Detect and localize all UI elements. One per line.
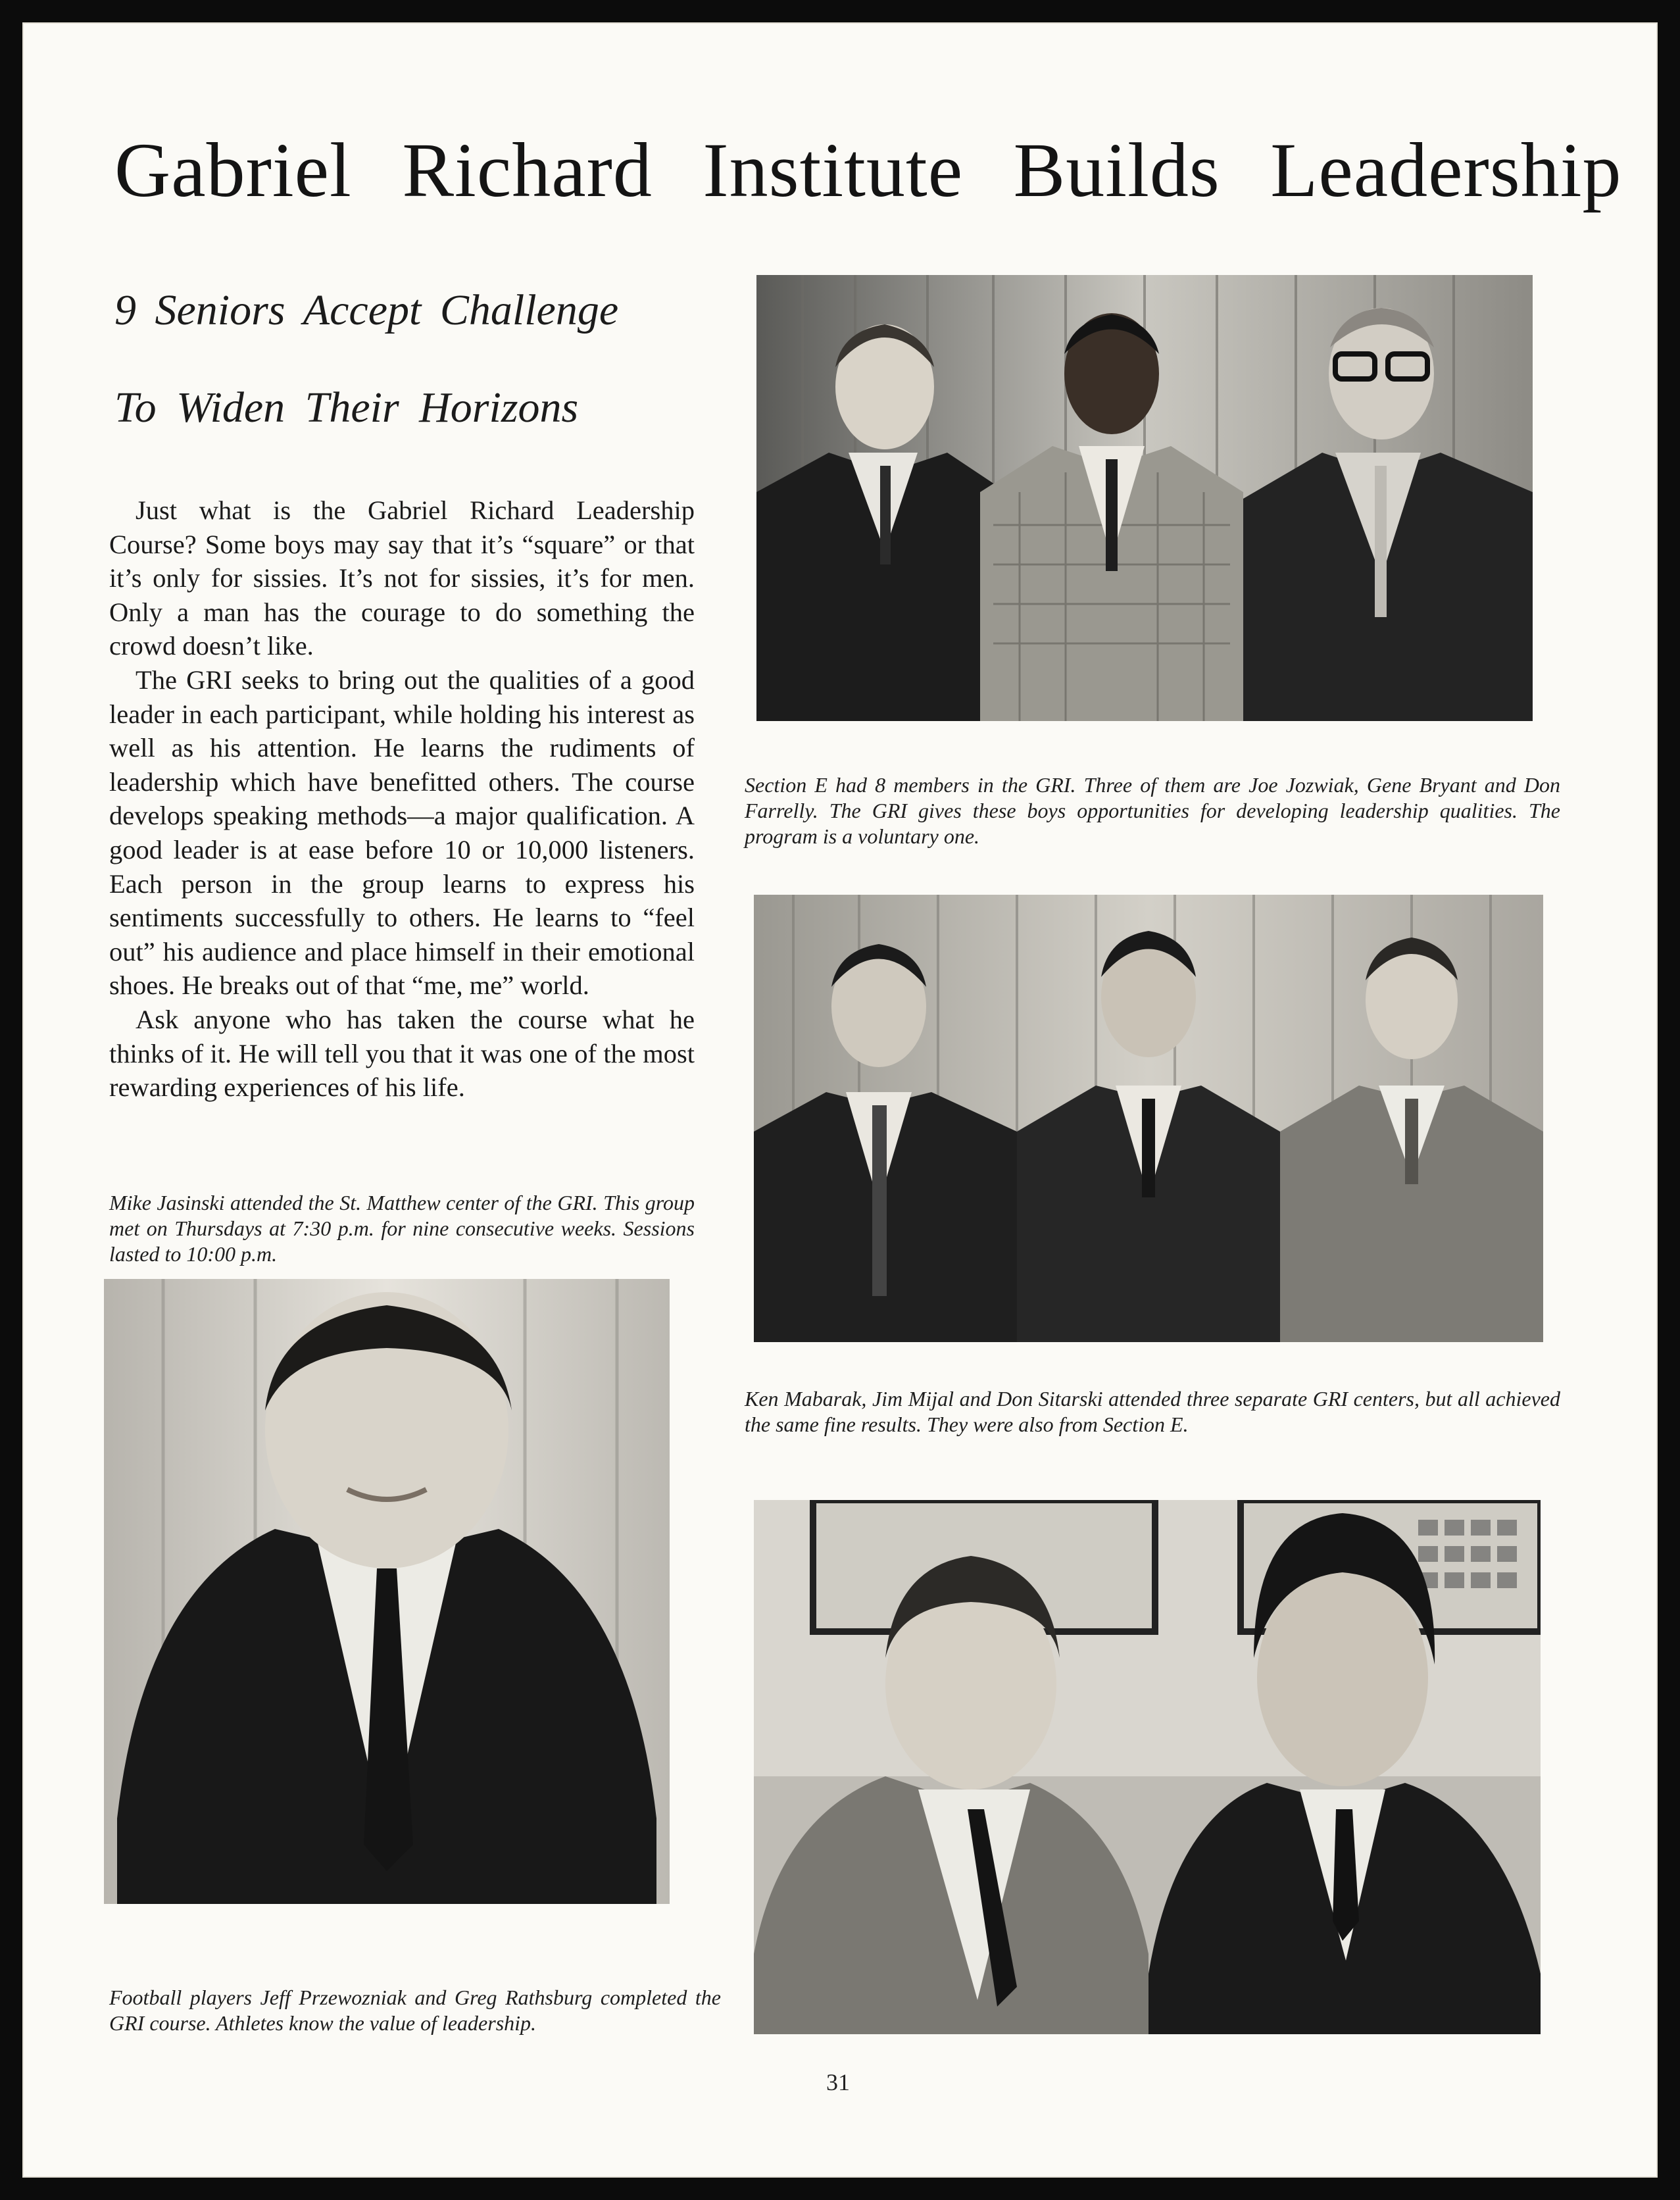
photo-football-players: [754, 1500, 1541, 2034]
page-title: Gabriel Richard Institute Builds Leadership: [114, 127, 1622, 213]
caption-football-players: Football players Jeff Przewozniak and Greg Rathsburg completed the GRI course. Athletes know the value of leadership.: [109, 1986, 721, 2035]
article-paragraph: Just what is the Gabriel Richard Leadership Course? Some boys may say that it’s “square” or that it’s only for sissies. It’s not for sissies, it’s for men. Only a man has the courage to do something the crowd doesn’t like.: [109, 495, 695, 661]
article-paragraph: Ask anyone who has taken the course what he thinks of it. He will tell you that it was one of the most rewarding experiences of his life.: [109, 1004, 695, 1103]
subtitle-line-1: 9 Seniors Accept Challenge: [114, 286, 619, 334]
caption-mike-jasinski: Mike Jasinski attended the St. Matthew center of the GRI. This group met on Thursdays at 7:30 p.m. for nine consecutive weeks. Sessions lasted to 10:00 p.m.: [109, 1191, 695, 1266]
subtitle-line-2: To Widen Their Horizons: [114, 384, 579, 432]
caption-ken-jim-don: Ken Mabarak, Jim Mijal and Don Sitarski attended three separate GRI centers, but all achieved the same fine results. They were also from Section E.: [745, 1387, 1560, 1436]
photo-ken-jim-don: [754, 895, 1543, 1342]
article-body: [109, 493, 695, 1105]
photo-mike-jasinski: [104, 1279, 670, 1904]
photo-section-e-group: [756, 275, 1533, 721]
caption-section-e: Section E had 8 members in the GRI. Three of them are Joe Jozwiak, Gene Bryant and Don Farrelly. The GRI gives these boys opportunities for developing leadership qualities. The program is a voluntary one.: [745, 773, 1560, 848]
page-number: 31: [826, 2069, 850, 2095]
yearbook-page: [22, 22, 1658, 2178]
article-paragraph: The GRI seeks to bring out the qualities of a good leader in each participant, while holding his interest as well as his attention. He learns the rudiments of leadership which have benefitted others. The course develops speaking methods—a major qualification. A good leader is at ease before 10 or 10,000 listeners. Each person in the group learns to express his sentiments successfully to others. He learns to “feel out” his audience and place himself in their emotional shoes. He breaks out of that “me, me” world.: [109, 664, 695, 1001]
